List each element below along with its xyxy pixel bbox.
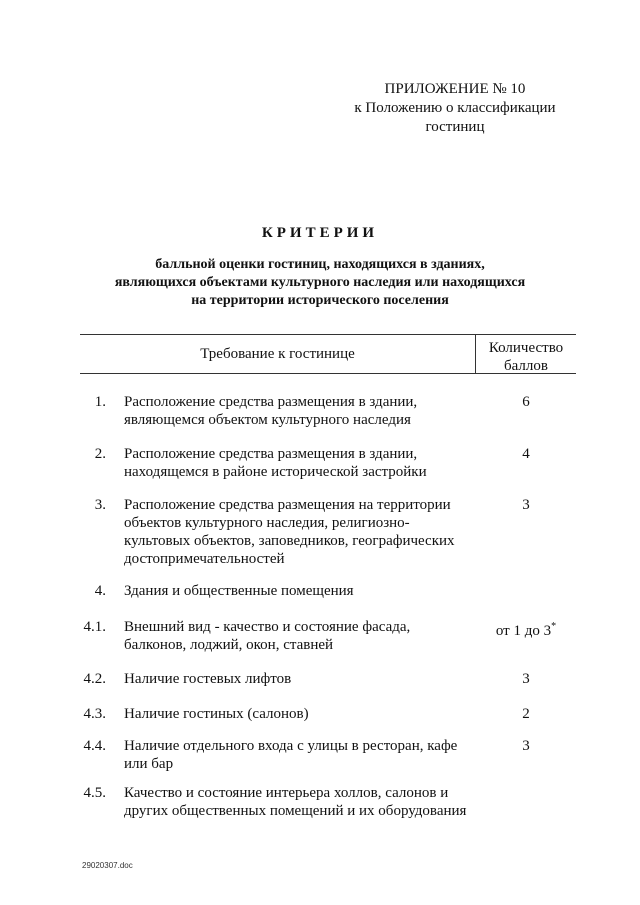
- table-top-rule: [80, 334, 576, 335]
- row-number: 4.3.: [83, 706, 106, 722]
- title-subtitle-line-3: на территории исторического поселения: [191, 293, 449, 308]
- row-number: 3.: [94, 497, 106, 513]
- title-subtitle-line-1: балльной оценки гостиниц, находящихся в зданиях,: [155, 257, 485, 272]
- document-title: [80, 225, 560, 310]
- row-requirement: Здания и общественные помещения: [124, 583, 354, 599]
- row-number: 4.1.: [83, 619, 106, 635]
- appendix-number: ПРИЛОЖЕНИЕ № 10: [384, 81, 526, 97]
- appendix-reference: к Положению о классификации: [354, 100, 556, 116]
- column-header-score-line-1: Количество: [488, 340, 564, 356]
- title-main: КРИТЕРИИ: [261, 225, 379, 241]
- column-header-score: [476, 339, 576, 375]
- row-requirement: Расположение средства размещения на территории объектов культурного наследия, религиозно-культовых объектов, заповедников, географических достопримечательностей: [124, 497, 455, 567]
- column-header-score-line-2: баллов: [504, 358, 548, 374]
- row-score: 6: [522, 394, 530, 410]
- row-requirement: Расположение средства размещения в здании, находящемся в районе исторической застройки: [124, 446, 427, 480]
- row-requirement: Внешний вид - качество и состояние фасада, балконов, лоджий, окон, ставней: [124, 619, 411, 653]
- row-score: 3: [522, 738, 530, 754]
- file-name-footer: 29020307.doc: [82, 861, 133, 870]
- row-score: [476, 618, 576, 640]
- title-subtitle-line-2: являющихся объектами культурного наследия или находящихся: [114, 275, 526, 290]
- row-requirement: Расположение средства размещения в здании, являющемся объектом культурного наследия: [124, 394, 418, 428]
- row-number: 2.: [94, 446, 106, 462]
- row-number: 1.: [94, 394, 106, 410]
- appendix-reference-cont: гостиниц: [425, 119, 485, 135]
- column-header-requirement: Требование к гостинице: [200, 346, 355, 362]
- row-requirement: Наличие гостевых лифтов: [124, 671, 292, 687]
- footnote-marker: *: [551, 621, 557, 632]
- row-score: 3: [522, 671, 530, 687]
- row-requirement: Качество и состояние интерьера холлов, салонов и других общественных помещений и их оборудования: [124, 785, 467, 819]
- row-requirement: Наличие гостиных (салонов): [124, 706, 309, 722]
- row-score-value: от 1 до 3: [495, 623, 552, 639]
- row-number: 4.: [94, 583, 106, 599]
- row-number: 4.2.: [83, 671, 106, 687]
- row-number: 4.4.: [83, 738, 106, 754]
- row-score: 3: [522, 497, 530, 513]
- appendix-header: [340, 80, 570, 137]
- row-score: 4: [522, 446, 530, 462]
- row-requirement: Наличие отдельного входа с улицы в ресторан, кафе или бар: [124, 738, 458, 772]
- row-score: 2: [522, 706, 530, 722]
- row-number: 4.5.: [83, 785, 106, 801]
